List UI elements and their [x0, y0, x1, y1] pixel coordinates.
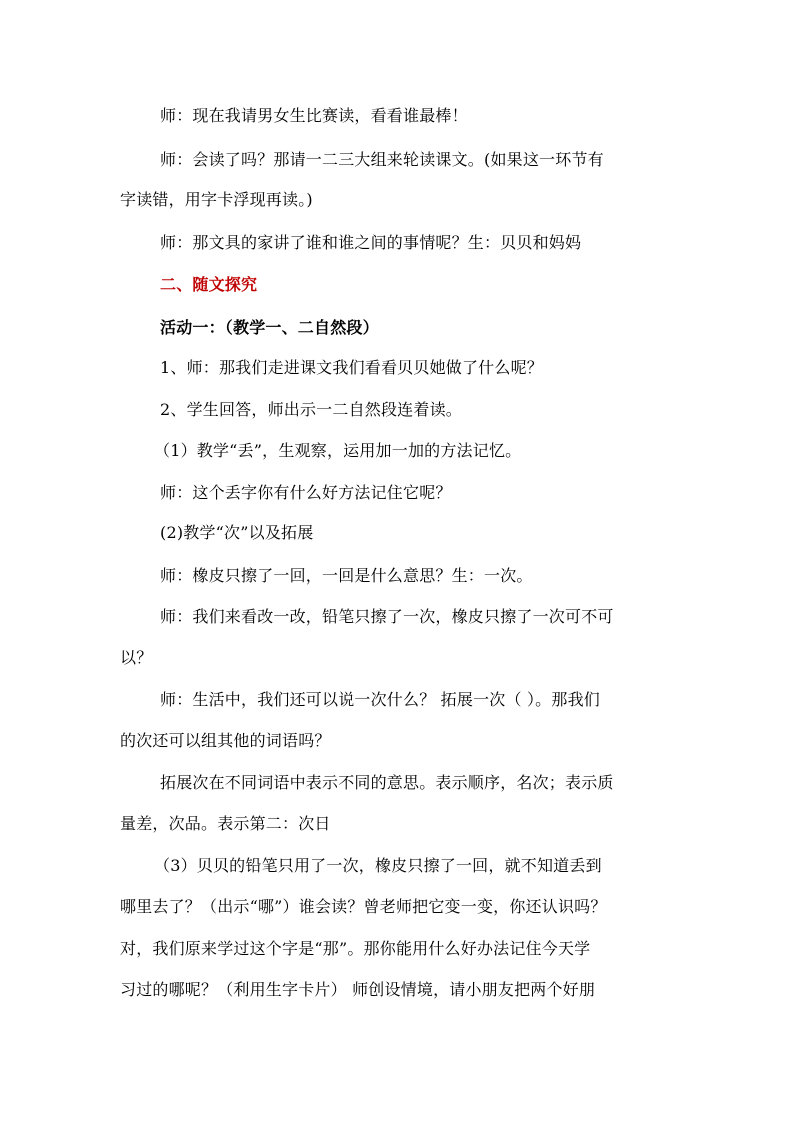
paragraph-life-line1: 师：生活中，我们还可以说一次什么？ 拓展一次（ ）。那我们 — [160, 690, 600, 709]
paragraph-step1: 1、师：那我们走进课文我们看看贝贝她做了什么呢？ — [160, 358, 543, 377]
paragraph-change-line1: 师：我们来看改一改，铅笔只擦了一次，橡皮只擦了一次可不可 — [160, 607, 614, 626]
paragraph-stationery-home: 师：那文具的家讲了谁和谁之间的事情呢？生：贝贝和妈妈 — [160, 233, 582, 252]
paragraph-group-reading-line1: 师：会读了吗？那请一二三大组来轮读课文。(如果这一环节有 — [160, 150, 604, 169]
paragraph-extend-line1: 拓展次在不同词语中表示不同的意思。表示顺序，名次；表示质 — [160, 773, 614, 792]
paragraph-na-line2: 哪里去了？（出示“哪”）谁会读？曾老师把它变一变，你还认识吗？ — [120, 897, 607, 916]
paragraph-teach-diu: （1）教学“丢”，生观察，运用加一加的方法记忆。 — [154, 441, 522, 460]
paragraph-na-line4: 习过的哪呢？（利用生字卡片） 师创设情境，请小朋友把两个好朋 — [120, 980, 596, 999]
paragraph-diu-method: 师：这个丢字你有什么好方法记住它呢？ — [160, 483, 452, 502]
section-heading-explore: 二、随文探究 — [160, 275, 258, 294]
activity-heading: 活动一：（教学一、二自然段） — [160, 318, 379, 337]
paragraph-life-line2: 的次还可以组其他的词语吗？ — [120, 731, 331, 750]
paragraph-boys-girls-reading: 师：现在我请男女生比赛读，看看谁最棒！ — [160, 106, 468, 125]
paragraph-extend-line2: 量差，次品。表示第二：次日 — [120, 814, 331, 833]
paragraph-group-reading-line2: 字读错，用字卡浮现再读。) — [120, 190, 313, 209]
document-page — [120, 0, 680, 1123]
paragraph-na-line1: （3）贝贝的铅笔只用了一次，橡皮只擦了一回，就不知道丢到 — [154, 856, 602, 875]
paragraph-teach-ci: (2)教学“次”以及拓展 — [160, 523, 314, 542]
paragraph-change-line2: 以？ — [120, 648, 153, 667]
paragraph-eraser-once: 师：橡皮只擦了一回，一回是什么意思？生：一次。 — [160, 566, 533, 585]
paragraph-step2: 2、学生回答，师出示一二自然段连着读。 — [160, 400, 462, 419]
paragraph-na-line3: 对，我们原来学过这个字是“那”。那你能用什么好办法记住今天学 — [120, 939, 591, 958]
